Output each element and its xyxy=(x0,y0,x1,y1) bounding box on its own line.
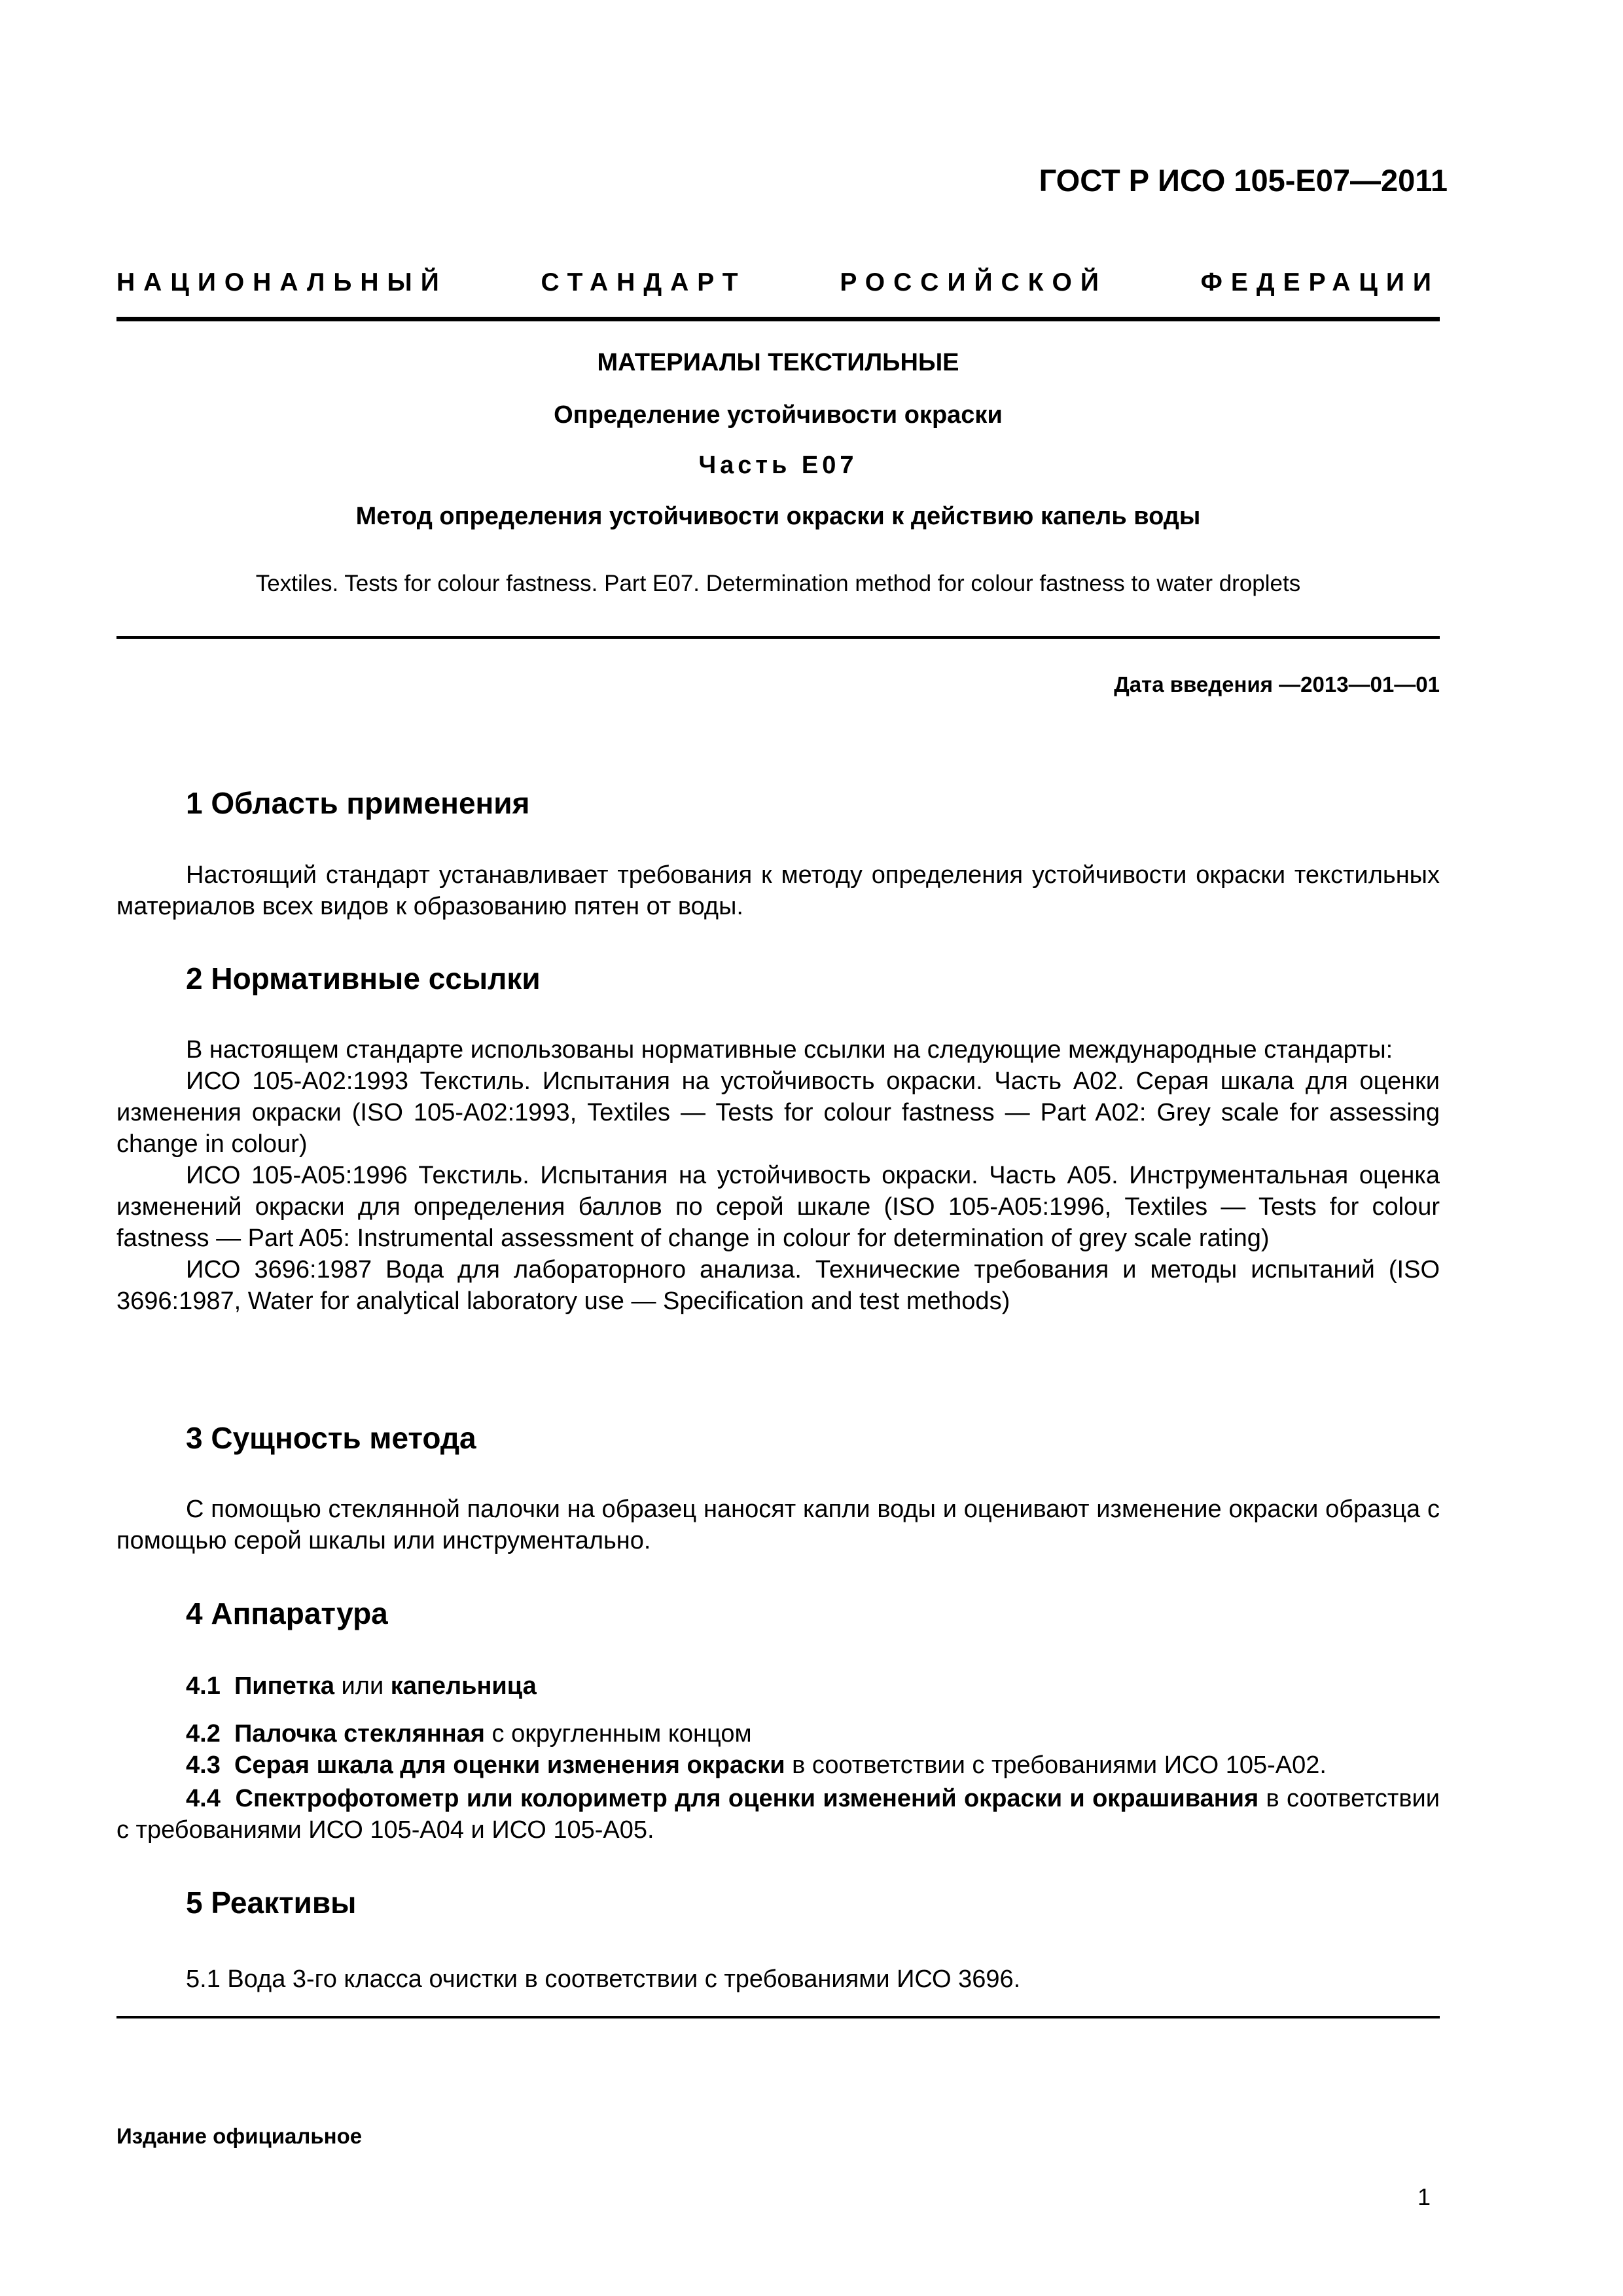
title-rule xyxy=(116,636,1440,639)
item-4-4-title: Спектрофотометр или колориметр для оценки изменений окраски и окрашивания xyxy=(235,1785,1259,1812)
item-4-1-title: Пипетка xyxy=(234,1672,334,1700)
page-number: 1 xyxy=(1417,2183,1431,2210)
national-standard-banner xyxy=(116,268,1440,297)
top-rule xyxy=(116,317,1440,321)
section-2-heading: 2 Нормативные ссылки xyxy=(186,961,541,996)
section-1-body xyxy=(116,859,1440,922)
section-3-heading: 3 Сущность метода xyxy=(186,1421,476,1455)
reference-1: ИСО 105-А02:1993 Текстиль. Испытания на устойчивость окраски. Часть А02. Серая шкала для оценки изменения окраски (ISO 105-А02:1993, Textiles — Tests for colour fastness — Part A02: Grey scale for assessing change in colour) xyxy=(116,1067,1440,1158)
section-2-intro: В настоящем стандарте использованы нормативные ссылки на следующие международные стандарты: xyxy=(186,1036,1393,1064)
reference-2: ИСО 105-А05:1996 Текстиль. Испытания на устойчивость окраски. Часть А05. Инструментальная оценка изменений окраски для определения баллов по серой шкале (ISO 105-А05:1996, Textiles — Tests for colour fastness — Part A05: Instrumental assessment of change in colour for determination of grey scale rating) xyxy=(116,1162,1440,1252)
banner-word-1: НАЦИОНАЛЬНЫЙ xyxy=(116,268,448,296)
banner-word-4: ФЕДЕРАЦИИ xyxy=(1200,268,1440,296)
item-4-3-number: 4.3 xyxy=(186,1751,221,1779)
reference-3: ИСО 3696:1987 Вода для лабораторного анализа. Технические требования и методы испытаний (ISO 3696:1987, Water for analytical laboratory use — Specification and test methods) xyxy=(116,1256,1440,1315)
section-5-heading: 5 Реактивы xyxy=(186,1886,357,1920)
item-4-4-text xyxy=(116,1783,1440,1846)
section-4-heading: 4 Аппаратура xyxy=(186,1596,388,1630)
bottom-rule xyxy=(116,2016,1440,2018)
introduction-date: Дата введения —2013—01—01 xyxy=(1114,672,1440,696)
item-4-2-title: Палочка стеклянная xyxy=(234,1720,485,1748)
item-4-4-rest: в соответствии с требованиями ИСО 105-А04 и ИСО 105-А05. xyxy=(116,1785,1440,1844)
item-4-2-number: 4.2 xyxy=(186,1720,221,1748)
item-5-1: 5.1 Вода 3-го класса очистки в соответствии с требованиями ИСО 3696. xyxy=(186,1965,1021,1993)
standard-code: ГОСТ Р ИСО 105-Е07—2011 xyxy=(1039,163,1448,198)
banner-word-3: РОССИЙСКОЙ xyxy=(840,268,1107,296)
section-1-text: Настоящий стандарт устанавливает требования к методу определения устойчивости окраски текстильных материалов всех видов к образованию пятен от воды. xyxy=(116,861,1440,920)
title-part: Часть Е07 xyxy=(698,452,858,479)
item-4-1-connector: или xyxy=(334,1672,391,1700)
section-3-text: С помощью стеклянной палочки на образец наносят капли воды и оценивают изменение окраски образца с помощью серой шкалы или инструментально. xyxy=(116,1496,1440,1554)
section-3-body xyxy=(116,1494,1440,1556)
item-4-1-title-2: капельница xyxy=(390,1672,537,1700)
item-4-3-rest: в соответствии с требованиями ИСО 105-А02. xyxy=(785,1751,1327,1779)
edition-note: Издание официальное xyxy=(116,2124,363,2148)
title-line-1: МАТЕРИАЛЫ ТЕКСТИЛЬНЫЕ xyxy=(597,349,959,376)
title-line-4: Метод определения устойчивости окраски к действию капель воды xyxy=(355,503,1201,530)
item-4-2 xyxy=(186,1720,752,1748)
item-4-2-rest: с округленным концом xyxy=(484,1720,752,1748)
item-4-4 xyxy=(116,1783,1440,1846)
section-1-heading: 1 Область применения xyxy=(186,786,530,820)
banner-word-2: СТАНДАРТ xyxy=(541,268,747,296)
item-4-3 xyxy=(186,1751,1327,1780)
english-title: Textiles. Tests for colour fastness. Part E07. Determination method for colour fastness to water droplets xyxy=(255,571,1301,596)
item-4-3-title: Серая шкала для оценки изменения окраски xyxy=(234,1751,785,1779)
title-line-2: Определение устойчивости окраски xyxy=(554,401,1003,429)
item-4-1-number: 4.1 xyxy=(186,1672,221,1700)
section-2-body xyxy=(116,1034,1440,1317)
item-4-4-number: 4.4 xyxy=(186,1785,221,1812)
item-4-1 xyxy=(186,1672,537,1700)
